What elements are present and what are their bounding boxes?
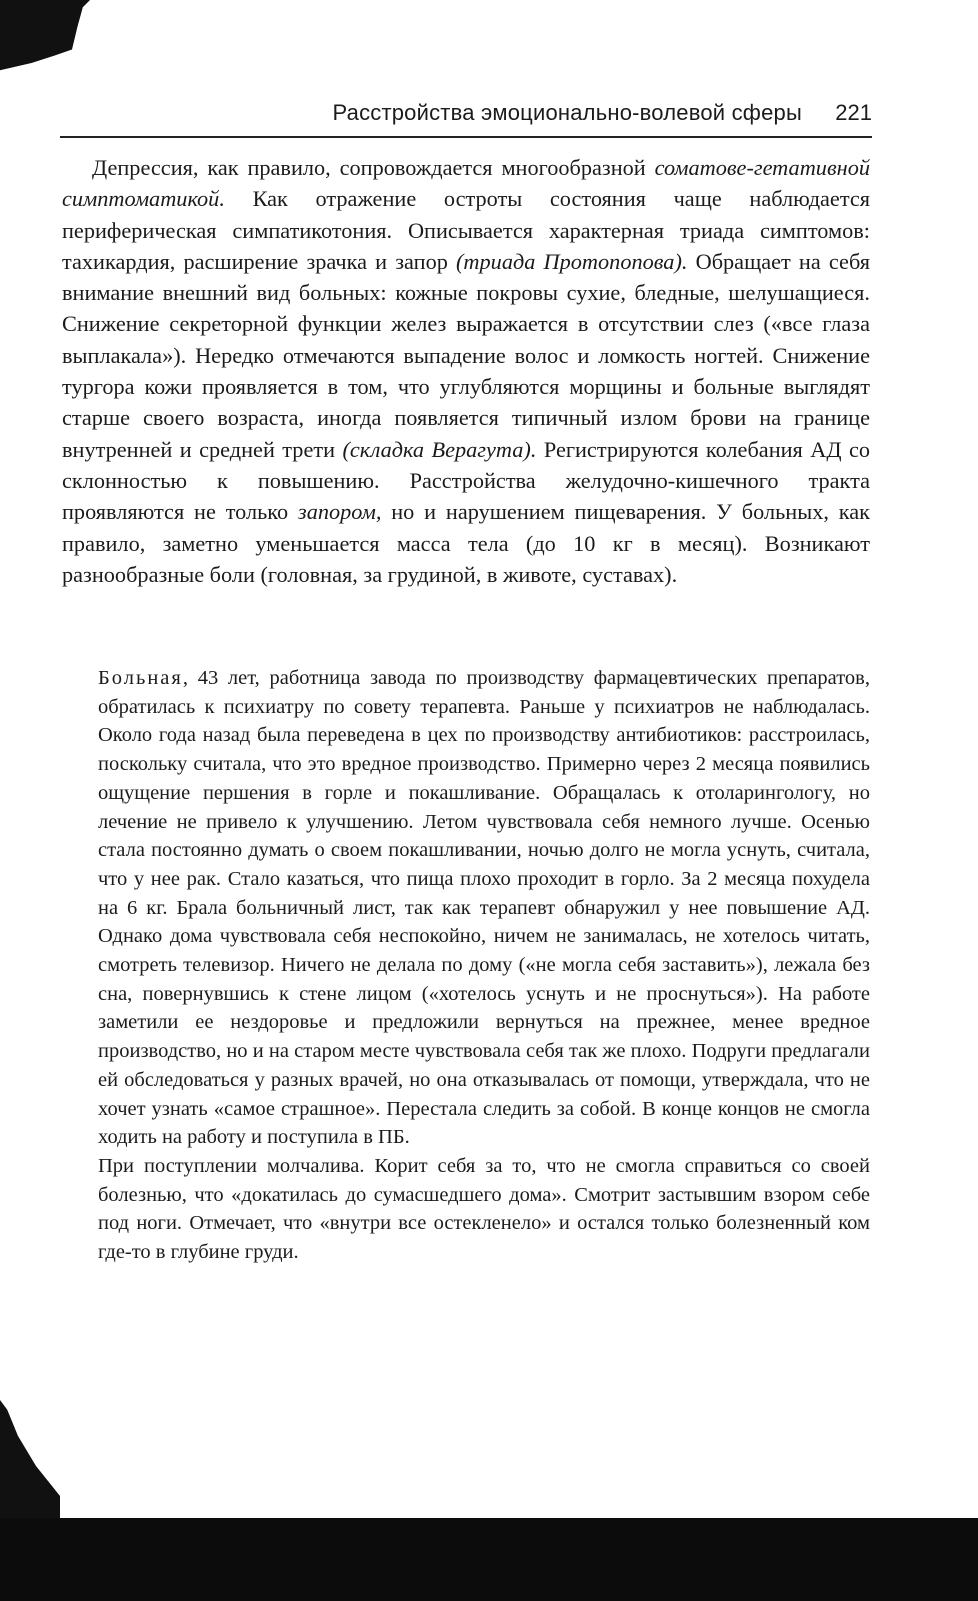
case-paragraph-1 [98,664,870,1152]
main-paragraph [62,152,870,590]
case-lead-word: Больная [98,667,183,689]
case-text: , 43 лет, работница завода по производству фармацевтических препаратов, обратилась к психиатру по совету терапевта. Раньше у психиатров не наблюдалась. Около года назад была переведена в цех по производству антибиотиков: расстроилась, поскольку считала, что это вредное производство. Примерно через 2 месяца появились ощущение першения в горле и покашливание. Обращалась к отоларингологу, но лечение не привело к улучшению. Летом чувствовала себя немного лучше. Осенью стала постоянно думать о своем покашливании, ночью долго не могла уснуть, считала, что у нее рак. Стало казаться, что пища плохо проходит в горло. За 2 месяца похудела на 6 кг. Брала больничный лист, так как терапевт обнаружил у нее повышение АД. Однако дома чувствовала себя неспокойно, ничем не занималась, не хотелось читать, смотреть телевизор. Ничего не делала по дому («не могла себя заставить»), лежала без сна, повернувшись к стене лицом («хотелось уснуть и не проснуться»). На работе заметили ее нездоровье и предложили вернуться на прежнее, менее вредное производство, но и на старом месте чувствовала себя так же плохо. Подруги предлагали ей обследоваться у разных врачей, но она отказывалась от помощи, утверждала, что не хочет узнать «самое страшное». Перестала следить за собой. В конце концов не смогла ходить на работу и поступила в ПБ. [98,667,870,1149]
scan-artifact-bottom-band [0,1518,978,1601]
text-run: Регистрируются колебания АД со склонностью к повышению. Расстройства желудочно-кишечного тракта проявляются не только [62,436,870,525]
text-run: Как отражение остроты состояния чаще наблюдается периферическая симпатикотония. Описывается характерная триада симптомов: тахикардия, расширение зрачка и запор [62,186,870,274]
header-rule [60,136,872,138]
page-number: 221 [835,100,872,125]
case-paragraph-2: При поступлении молчалива. Корит себя за то, что не смогла справиться со своей болезнью, что «докатилась до сумасшедшего дома». Смотрит застывшим взором себе под ноги. Отмечает, что «внутри все остекленело» и остался только болезненный ком где-то в глубине груди. [98,1154,870,1264]
case-description [98,664,870,1267]
text-run: Обращает на себя внимание внешний вид больных: кожные покровы сухие, бледные, шелушащиеся. Снижение секреторной функции желез выражается в отсутствии слез («все глаза выплакала»). Нередко отмечаются выпадение волос и ломкость ногтей. Снижение тургора кожи проявляется в том, что углубляются морщины и больные выглядят старше своего возраста, иногда появляется типичный излом брови на границе внутренней и средней трети [62,248,870,462]
scan-artifact-top [0,0,90,90]
text-run: Депрессия, как правило, сопровождается многообразной [92,155,655,180]
text-run-italic: (складка Верагута). [342,436,537,462]
scan-artifact-bottom-left [0,1400,60,1520]
text-run-italic: (триада Протопопова). [456,248,688,274]
page-header [60,100,872,132]
running-title: Расстройства эмоционально-волевой сферы [332,100,802,125]
text-run-italic: соматове-гетативной симптоматикой. [62,155,870,212]
text-run-italic: запором, [298,499,382,525]
text-run: но и нарушением пищеварения. У больных, как правило, заметно уменьшается масса тела (до 10 кг в месяц). Возникают разнообразные боли (головная, за грудиной, в животе, суставах). [62,499,870,587]
